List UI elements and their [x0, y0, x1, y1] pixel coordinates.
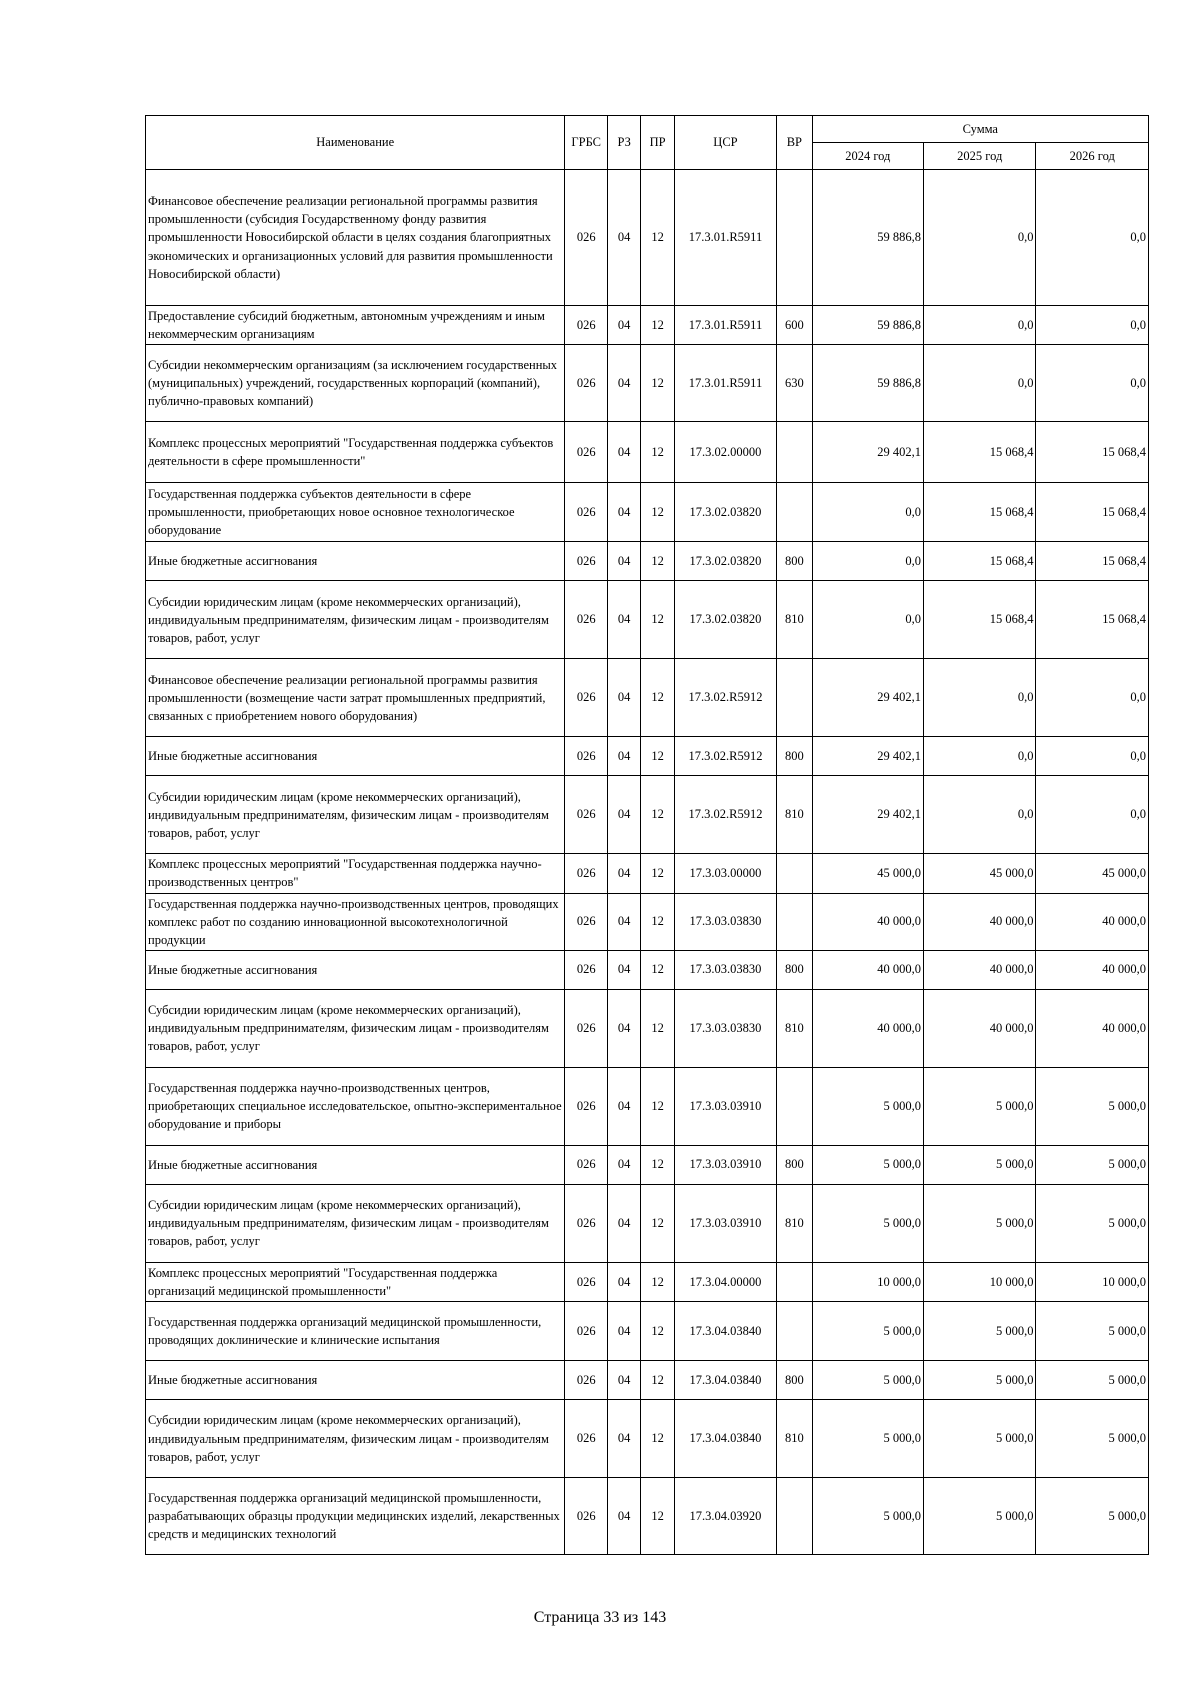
table-header	[146, 116, 1149, 170]
cell-csr: 17.3.02.R5912	[674, 737, 776, 776]
cell-2025: 15 068,4	[924, 581, 1036, 659]
cell-pr: 12	[641, 737, 674, 776]
cell-rz: 04	[607, 1478, 640, 1555]
table-row	[146, 1400, 1149, 1478]
cell-2026: 0,0	[1036, 659, 1149, 737]
cell-csr: 17.3.02.03820	[674, 483, 776, 542]
cell-vr: 600	[777, 306, 812, 345]
page-number: Страница 33 из 143	[533, 1609, 667, 1626]
cell-rz: 04	[607, 306, 640, 345]
cell-2024: 29 402,1	[812, 776, 923, 854]
cell-vr: 810	[777, 776, 812, 854]
cell-vr	[777, 422, 812, 483]
cell-csr: 17.3.03.03910	[674, 1184, 776, 1262]
table-row	[146, 854, 1149, 893]
cell-name: Субсидии некоммерческим организациям (за исключением государственных (муниципальных) учреждений, государственных корпораций (компаний), публично-правовых компаний)	[146, 345, 565, 422]
table-row	[146, 1067, 1149, 1145]
cell-2025: 45 000,0	[924, 854, 1036, 893]
cell-pr: 12	[641, 1478, 674, 1555]
cell-rz: 04	[607, 776, 640, 854]
cell-name: Субсидии юридическим лицам (кроме некоммерческих организаций), индивидуальным предпринимателям, физическим лицам - производителям товаров, работ, услуг	[146, 776, 565, 854]
cell-name: Финансовое обеспечение реализации региональной программы развития промышленности (субсидия Государственному фонду развития промышленности Новосибирской области в целях создания благоприятных экономических и организационных условий для развития промышленности Новосибирской области)	[146, 170, 565, 306]
cell-2025: 0,0	[924, 306, 1036, 345]
cell-vr: 800	[777, 737, 812, 776]
cell-name: Субсидии юридическим лицам (кроме некоммерческих организаций), индивидуальным предпринимателям, физическим лицам - производителям товаров, работ, услуг	[146, 581, 565, 659]
cell-vr: 800	[777, 542, 812, 581]
cell-2026: 40 000,0	[1036, 893, 1149, 950]
cell-pr: 12	[641, 893, 674, 950]
table-row	[146, 1361, 1149, 1400]
table-row	[146, 170, 1149, 306]
cell-pr: 12	[641, 345, 674, 422]
cell-csr: 17.3.04.03920	[674, 1478, 776, 1555]
cell-pr: 12	[641, 1400, 674, 1478]
cell-pr: 12	[641, 1067, 674, 1145]
cell-2024: 10 000,0	[812, 1262, 923, 1301]
cell-2024: 59 886,8	[812, 170, 923, 306]
cell-grbs: 026	[565, 776, 608, 854]
cell-pr: 12	[641, 659, 674, 737]
cell-grbs: 026	[565, 542, 608, 581]
cell-name: Государственная поддержка организаций медицинской промышленности, проводящих доклинические и клинические испытания	[146, 1302, 565, 1361]
cell-2024: 40 000,0	[812, 893, 923, 950]
cell-pr: 12	[641, 1302, 674, 1361]
cell-name: Государственная поддержка организаций медицинской промышленности, разрабатывающих образцы продукции медицинских изделий, лекарственных средств и медицинских технологий	[146, 1478, 565, 1555]
table-row	[146, 659, 1149, 737]
cell-csr: 17.3.04.03840	[674, 1302, 776, 1361]
cell-csr: 17.3.01.R5911	[674, 306, 776, 345]
cell-grbs: 026	[565, 659, 608, 737]
cell-csr: 17.3.03.03830	[674, 950, 776, 989]
cell-2025: 5 000,0	[924, 1361, 1036, 1400]
cell-rz: 04	[607, 737, 640, 776]
cell-vr: 800	[777, 950, 812, 989]
cell-grbs: 026	[565, 1400, 608, 1478]
cell-rz: 04	[607, 1184, 640, 1262]
cell-2024: 40 000,0	[812, 950, 923, 989]
cell-pr: 12	[641, 950, 674, 989]
cell-2026: 0,0	[1036, 776, 1149, 854]
cell-grbs: 026	[565, 1361, 608, 1400]
cell-2026: 5 000,0	[1036, 1400, 1149, 1478]
cell-rz: 04	[607, 422, 640, 483]
cell-vr	[777, 1067, 812, 1145]
cell-pr: 12	[641, 989, 674, 1067]
cell-grbs: 026	[565, 170, 608, 306]
cell-csr: 17.3.03.03830	[674, 893, 776, 950]
cell-vr	[777, 483, 812, 542]
table-row	[146, 950, 1149, 989]
cell-csr: 17.3.04.00000	[674, 1262, 776, 1301]
cell-vr	[777, 170, 812, 306]
cell-csr: 17.3.01.R5911	[674, 345, 776, 422]
cell-2026: 15 068,4	[1036, 542, 1149, 581]
cell-pr: 12	[641, 1361, 674, 1400]
cell-2026: 0,0	[1036, 306, 1149, 345]
cell-grbs: 026	[565, 1262, 608, 1301]
table-row	[146, 306, 1149, 345]
cell-2025: 15 068,4	[924, 483, 1036, 542]
cell-pr: 12	[641, 854, 674, 893]
cell-2026: 5 000,0	[1036, 1067, 1149, 1145]
cell-2026: 10 000,0	[1036, 1262, 1149, 1301]
header-2026: 2026 год	[1036, 143, 1149, 170]
cell-2026: 0,0	[1036, 345, 1149, 422]
cell-2024: 5 000,0	[812, 1184, 923, 1262]
cell-2025: 5 000,0	[924, 1184, 1036, 1262]
cell-grbs: 026	[565, 989, 608, 1067]
cell-csr: 17.3.02.R5912	[674, 776, 776, 854]
cell-2025: 5 000,0	[924, 1400, 1036, 1478]
cell-2026: 15 068,4	[1036, 581, 1149, 659]
cell-2026: 5 000,0	[1036, 1302, 1149, 1361]
cell-vr: 810	[777, 989, 812, 1067]
cell-vr	[777, 1262, 812, 1301]
cell-grbs: 026	[565, 1478, 608, 1555]
cell-2025: 0,0	[924, 170, 1036, 306]
table-row	[146, 1478, 1149, 1555]
cell-grbs: 026	[565, 1067, 608, 1145]
cell-name: Иные бюджетные ассигнования	[146, 1145, 565, 1184]
cell-pr: 12	[641, 306, 674, 345]
cell-2024: 5 000,0	[812, 1478, 923, 1555]
cell-2026: 5 000,0	[1036, 1184, 1149, 1262]
cell-csr: 17.3.02.R5912	[674, 659, 776, 737]
header-pr: ПР	[641, 116, 674, 170]
cell-2025: 5 000,0	[924, 1067, 1036, 1145]
cell-grbs: 026	[565, 1145, 608, 1184]
cell-csr: 17.3.01.R5911	[674, 170, 776, 306]
cell-2025: 15 068,4	[924, 422, 1036, 483]
cell-rz: 04	[607, 1400, 640, 1478]
header-2025: 2025 год	[924, 143, 1036, 170]
header-2024: 2024 год	[812, 143, 923, 170]
cell-2026: 5 000,0	[1036, 1361, 1149, 1400]
cell-2024: 5 000,0	[812, 1400, 923, 1478]
cell-2025: 40 000,0	[924, 893, 1036, 950]
cell-pr: 12	[641, 1262, 674, 1301]
cell-csr: 17.3.03.00000	[674, 854, 776, 893]
budget-table	[145, 115, 1149, 1555]
cell-name: Иные бюджетные ассигнования	[146, 737, 565, 776]
cell-rz: 04	[607, 581, 640, 659]
cell-2024: 5 000,0	[812, 1302, 923, 1361]
cell-name: Комплекс процессных мероприятий "Государственная поддержка субъектов деятельности в сфере промышленности"	[146, 422, 565, 483]
cell-2026: 5 000,0	[1036, 1145, 1149, 1184]
cell-name: Предоставление субсидий бюджетным, автономным учреждениям и иным некоммерческим организациям	[146, 306, 565, 345]
cell-2025: 5 000,0	[924, 1145, 1036, 1184]
cell-rz: 04	[607, 989, 640, 1067]
table-row	[146, 989, 1149, 1067]
cell-vr	[777, 893, 812, 950]
cell-vr: 630	[777, 345, 812, 422]
header-sum: Сумма	[812, 116, 1148, 143]
cell-grbs: 026	[565, 737, 608, 776]
cell-2024: 29 402,1	[812, 737, 923, 776]
table-row	[146, 542, 1149, 581]
cell-vr: 800	[777, 1145, 812, 1184]
cell-vr	[777, 1478, 812, 1555]
cell-vr: 810	[777, 581, 812, 659]
cell-pr: 12	[641, 1145, 674, 1184]
cell-vr	[777, 659, 812, 737]
cell-2026: 45 000,0	[1036, 854, 1149, 893]
cell-name: Государственная поддержка научно-производственных центров, проводящих комплекс работ по созданию инновационной высокотехнологичной продукции	[146, 893, 565, 950]
cell-2026: 15 068,4	[1036, 483, 1149, 542]
table-row	[146, 776, 1149, 854]
table-row	[146, 737, 1149, 776]
cell-vr: 800	[777, 1361, 812, 1400]
cell-name: Субсидии юридическим лицам (кроме некоммерческих организаций), индивидуальным предпринимателям, физическим лицам - производителям товаров, работ, услуг	[146, 989, 565, 1067]
cell-grbs: 026	[565, 581, 608, 659]
cell-rz: 04	[607, 483, 640, 542]
cell-2025: 0,0	[924, 345, 1036, 422]
cell-csr: 17.3.03.03910	[674, 1145, 776, 1184]
cell-2024: 45 000,0	[812, 854, 923, 893]
cell-grbs: 026	[565, 854, 608, 893]
cell-name: Комплекс процессных мероприятий "Государственная поддержка научно-производственных центров"	[146, 854, 565, 893]
cell-vr	[777, 854, 812, 893]
cell-name: Государственная поддержка субъектов деятельности в сфере промышленности, приобретающих новое основное технологическое оборудование	[146, 483, 565, 542]
table-row	[146, 1302, 1149, 1361]
cell-rz: 04	[607, 1361, 640, 1400]
cell-grbs: 026	[565, 950, 608, 989]
table-body	[146, 170, 1149, 1555]
table-row	[146, 1184, 1149, 1262]
cell-rz: 04	[607, 1067, 640, 1145]
cell-csr: 17.3.02.00000	[674, 422, 776, 483]
cell-rz: 04	[607, 893, 640, 950]
cell-2025: 5 000,0	[924, 1478, 1036, 1555]
cell-2026: 40 000,0	[1036, 989, 1149, 1067]
cell-2024: 29 402,1	[812, 422, 923, 483]
cell-name: Иные бюджетные ассигнования	[146, 542, 565, 581]
cell-rz: 04	[607, 950, 640, 989]
table-row	[146, 1145, 1149, 1184]
cell-2025: 15 068,4	[924, 542, 1036, 581]
header-grbs: ГРБС	[565, 116, 608, 170]
cell-rz: 04	[607, 854, 640, 893]
table-row	[146, 893, 1149, 950]
cell-2025: 40 000,0	[924, 989, 1036, 1067]
cell-2024: 5 000,0	[812, 1145, 923, 1184]
cell-2024: 40 000,0	[812, 989, 923, 1067]
cell-grbs: 026	[565, 893, 608, 950]
table-row	[146, 483, 1149, 542]
cell-2024: 0,0	[812, 581, 923, 659]
cell-2026: 0,0	[1036, 737, 1149, 776]
table-row	[146, 1262, 1149, 1301]
cell-rz: 04	[607, 659, 640, 737]
cell-csr: 17.3.04.03840	[674, 1361, 776, 1400]
cell-rz: 04	[607, 170, 640, 306]
cell-name: Субсидии юридическим лицам (кроме некоммерческих организаций), индивидуальным предпринимателям, физическим лицам - производителям товаров, работ, услуг	[146, 1184, 565, 1262]
cell-vr	[777, 1302, 812, 1361]
cell-pr: 12	[641, 422, 674, 483]
header-csr: ЦСР	[674, 116, 776, 170]
cell-2024: 5 000,0	[812, 1067, 923, 1145]
cell-csr: 17.3.04.03840	[674, 1400, 776, 1478]
cell-grbs: 026	[565, 483, 608, 542]
cell-2024: 5 000,0	[812, 1361, 923, 1400]
cell-2025: 40 000,0	[924, 950, 1036, 989]
header-vr: ВР	[777, 116, 812, 170]
cell-csr: 17.3.03.03910	[674, 1067, 776, 1145]
cell-name: Иные бюджетные ассигнования	[146, 1361, 565, 1400]
table-row	[146, 345, 1149, 422]
cell-grbs: 026	[565, 1302, 608, 1361]
cell-2026: 15 068,4	[1036, 422, 1149, 483]
cell-2025: 0,0	[924, 776, 1036, 854]
header-name: Наименование	[146, 116, 565, 170]
cell-2024: 29 402,1	[812, 659, 923, 737]
cell-2025: 5 000,0	[924, 1302, 1036, 1361]
cell-csr: 17.3.03.03830	[674, 989, 776, 1067]
cell-name: Субсидии юридическим лицам (кроме некоммерческих организаций), индивидуальным предпринимателям, физическим лицам - производителям товаров, работ, услуг	[146, 1400, 565, 1478]
cell-2025: 0,0	[924, 659, 1036, 737]
cell-pr: 12	[641, 1184, 674, 1262]
cell-grbs: 026	[565, 345, 608, 422]
cell-csr: 17.3.02.03820	[674, 581, 776, 659]
cell-rz: 04	[607, 1302, 640, 1361]
cell-2026: 5 000,0	[1036, 1478, 1149, 1555]
table-row	[146, 422, 1149, 483]
cell-pr: 12	[641, 170, 674, 306]
cell-csr: 17.3.02.03820	[674, 542, 776, 581]
cell-rz: 04	[607, 345, 640, 422]
cell-pr: 12	[641, 776, 674, 854]
cell-2026: 0,0	[1036, 170, 1149, 306]
cell-pr: 12	[641, 542, 674, 581]
cell-pr: 12	[641, 483, 674, 542]
cell-2024: 0,0	[812, 483, 923, 542]
cell-name: Государственная поддержка научно-производственных центров, приобретающих специальное исследовательское, опытно-экспериментальное оборудование и приборы	[146, 1067, 565, 1145]
cell-vr: 810	[777, 1184, 812, 1262]
cell-grbs: 026	[565, 306, 608, 345]
cell-vr: 810	[777, 1400, 812, 1478]
cell-2025: 0,0	[924, 737, 1036, 776]
cell-2026: 40 000,0	[1036, 950, 1149, 989]
cell-2024: 59 886,8	[812, 306, 923, 345]
cell-2024: 0,0	[812, 542, 923, 581]
cell-grbs: 026	[565, 1184, 608, 1262]
cell-2025: 10 000,0	[924, 1262, 1036, 1301]
cell-rz: 04	[607, 1145, 640, 1184]
cell-grbs: 026	[565, 422, 608, 483]
cell-rz: 04	[607, 542, 640, 581]
cell-rz: 04	[607, 1262, 640, 1301]
table-row	[146, 581, 1149, 659]
cell-2024: 59 886,8	[812, 345, 923, 422]
cell-name: Комплекс процессных мероприятий "Государственная поддержка организаций медицинской промышленности"	[146, 1262, 565, 1301]
cell-pr: 12	[641, 581, 674, 659]
cell-name: Иные бюджетные ассигнования	[146, 950, 565, 989]
cell-name: Финансовое обеспечение реализации региональной программы развития промышленности (возмещение части затрат промышленных предприятий, связанных с приобретением нового оборудования)	[146, 659, 565, 737]
header-rz: РЗ	[607, 116, 640, 170]
